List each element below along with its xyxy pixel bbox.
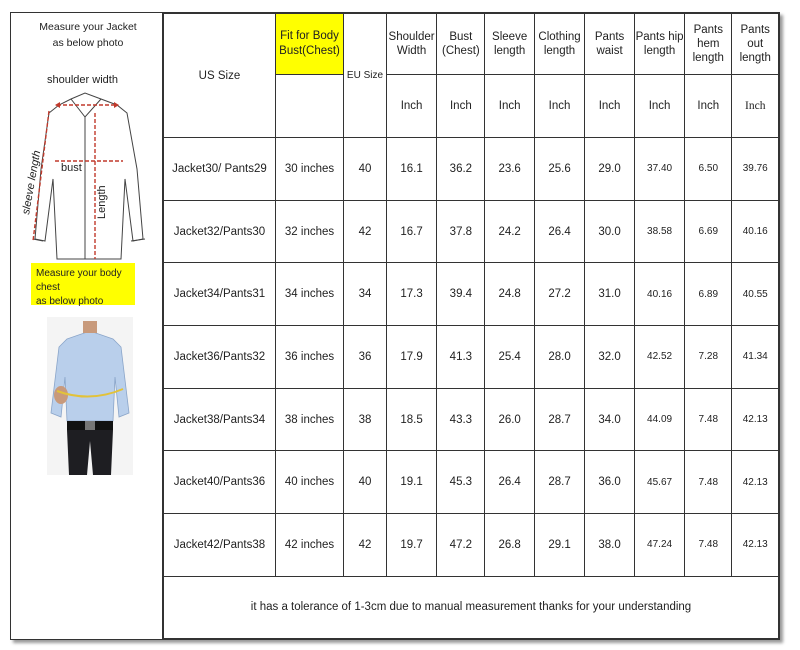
model-photo — [47, 317, 133, 475]
pants-hem-cell: 6.50 — [685, 138, 732, 201]
fit-line1: Fit for Body — [280, 30, 339, 42]
pants-out-header — [732, 14, 779, 75]
sleeve-header — [485, 14, 535, 75]
footer-row — [164, 576, 779, 638]
eu-size-cell: 34 — [344, 263, 387, 326]
shoulder-cell: 17.9 — [386, 326, 437, 389]
unit-cell: Inch — [635, 75, 685, 138]
clothing-header — [534, 14, 584, 75]
eu-size-cell: 42 — [344, 200, 387, 263]
us-size-cell: Jacket40/Pants36 — [164, 451, 276, 514]
pants-hip-cell: 44.09 — [635, 388, 685, 451]
pants-waist-cell: 31.0 — [585, 263, 635, 326]
sleeve-cell: 24.8 — [485, 263, 535, 326]
clothing-cell: 26.4 — [534, 200, 584, 263]
hip-header-l1: Pants hip — [635, 31, 684, 43]
shoulder-header-l2: Width — [396, 45, 427, 57]
pants-hip-cell: 47.24 — [635, 514, 685, 577]
fit-unit-blank — [275, 75, 343, 138]
bust-header-l2: (Chest) — [442, 45, 480, 57]
pants-out-cell: 41.34 — [732, 326, 779, 389]
clothing-header-l2: length — [543, 45, 576, 57]
jacket-title-line2: as below photo — [52, 37, 124, 49]
shoulder-header-l1: Shoulder — [388, 31, 435, 43]
measurement-guide-panel — [11, 13, 163, 639]
pants-hem-cell: 7.48 — [685, 514, 732, 577]
size-table — [163, 13, 779, 639]
clothing-header-l1: Clothing — [538, 31, 581, 43]
pants-out-cell: 42.13 — [732, 514, 779, 577]
fit-bust-cell: 32 inches — [275, 200, 343, 263]
bust-cell: 43.3 — [437, 388, 485, 451]
sleeve-cell: 26.8 — [485, 514, 535, 577]
table-row — [164, 138, 779, 201]
shoulder-cell: 16.1 — [386, 138, 437, 201]
sleeve-cell: 25.4 — [485, 326, 535, 389]
out-header-l1: Pants out — [740, 24, 770, 50]
table-row — [164, 263, 779, 326]
unit-cell: Inch — [585, 75, 635, 138]
clothing-cell: 27.2 — [534, 263, 584, 326]
eu-size-cell: 42 — [344, 514, 387, 577]
size-chart — [10, 12, 780, 640]
shoulder-cell: 17.3 — [386, 263, 437, 326]
eu-size-cell: 40 — [344, 451, 387, 514]
pants-out-cell: 42.13 — [732, 388, 779, 451]
size-rows — [164, 138, 779, 577]
us-size-cell: Jacket32/Pants30 — [164, 200, 276, 263]
sleeve-cell: 26.4 — [485, 451, 535, 514]
fit-bust-cell: 42 inches — [275, 514, 343, 577]
pants-out-cell: 42.13 — [732, 451, 779, 514]
fit-bust-cell: 34 inches — [275, 263, 343, 326]
sleeve-length-label: sleeve length — [20, 149, 44, 216]
sleeve-header-l2: length — [493, 45, 526, 57]
eu-size-cell: 38 — [344, 388, 387, 451]
table-row — [164, 388, 779, 451]
clothing-cell: 28.7 — [534, 451, 584, 514]
us-size-cell: Jacket36/Pants32 — [164, 326, 276, 389]
bust-cell: 37.8 — [437, 200, 485, 263]
unit-cell: Inch — [485, 75, 535, 138]
clothing-cell: 28.0 — [534, 326, 584, 389]
us-size-cell: Jacket30/ Pants29 — [164, 138, 276, 201]
table-row — [164, 200, 779, 263]
hem-header-l1: Pants hem — [693, 24, 723, 50]
unit-cell: Inch — [437, 75, 485, 138]
pants-out-cell: 40.55 — [732, 263, 779, 326]
bust-label: bust — [61, 162, 82, 174]
shirt-outline-icon — [33, 93, 145, 259]
pants-hem-cell: 7.48 — [685, 388, 732, 451]
pants-hem-cell: 7.28 — [685, 326, 732, 389]
shoulder-cell: 18.5 — [386, 388, 437, 451]
shoulder-cell: 19.1 — [386, 451, 437, 514]
pants-hem-cell: 6.89 — [685, 263, 732, 326]
shoulder-cell: 16.7 — [386, 200, 437, 263]
chest-note-line2: as below photo — [36, 296, 104, 307]
pants-out-cell: 40.16 — [732, 200, 779, 263]
pants-waist-cell: 34.0 — [585, 388, 635, 451]
eu-size-cell: 36 — [344, 326, 387, 389]
fit-line2: Bust(Chest) — [279, 45, 340, 57]
unit-cell: Inch — [732, 75, 779, 138]
pants-hem-cell: 6.69 — [685, 200, 732, 263]
unit-cell: Inch — [534, 75, 584, 138]
table-row — [164, 326, 779, 389]
bust-header — [437, 14, 485, 75]
us-size-header: US Size — [164, 14, 276, 138]
pants-waist-cell: 36.0 — [585, 451, 635, 514]
fit-bust-cell: 30 inches — [275, 138, 343, 201]
pants-out-cell: 39.76 — [732, 138, 779, 201]
pants-waist-cell: 29.0 — [585, 138, 635, 201]
shoulder-header — [386, 14, 437, 75]
eu-size-cell: 40 — [344, 138, 387, 201]
eu-size-header: EU Size — [344, 14, 387, 138]
bust-header-l1: Bust — [449, 31, 473, 43]
jacket-title-line1: Measure your Jacket — [39, 21, 137, 33]
us-size-cell: Jacket42/Pants38 — [164, 514, 276, 577]
us-size-cell: Jacket38/Pants34 — [164, 388, 276, 451]
bust-cell: 41.3 — [437, 326, 485, 389]
shoulder-cell: 19.7 — [386, 514, 437, 577]
pants-hem-cell: 7.48 — [685, 451, 732, 514]
shirt-diagram — [13, 69, 159, 265]
jacket-measure-title — [23, 19, 153, 51]
pants-hip-cell: 40.16 — [635, 263, 685, 326]
header-row — [164, 14, 779, 75]
length-label: Length — [96, 185, 108, 219]
bust-cell: 36.2 — [437, 138, 485, 201]
hip-header-l2: length — [643, 45, 676, 57]
pants-waist-cell: 32.0 — [585, 326, 635, 389]
pants-hip-cell: 42.52 — [635, 326, 685, 389]
unit-cell: Inch — [386, 75, 437, 138]
unit-cell: Inch — [685, 75, 732, 138]
clothing-cell: 28.7 — [534, 388, 584, 451]
bust-cell: 45.3 — [437, 451, 485, 514]
table-row — [164, 514, 779, 577]
pants-hip-cell: 38.58 — [635, 200, 685, 263]
sleeve-cell: 24.2 — [485, 200, 535, 263]
pants-hip-cell: 37.40 — [635, 138, 685, 201]
chest-measure-note — [31, 263, 135, 305]
pants-hip-header — [635, 14, 685, 75]
fit-bust-cell: 36 inches — [275, 326, 343, 389]
pants-waist-header: Pants waist — [585, 14, 635, 75]
table-row — [164, 451, 779, 514]
fit-bust-cell: 40 inches — [275, 451, 343, 514]
us-size-cell: Jacket34/Pants31 — [164, 263, 276, 326]
out-header-l2: length — [739, 52, 771, 64]
chest-note-line1: Measure your body chest — [36, 268, 122, 293]
hem-header-l2: length — [692, 52, 724, 64]
bust-cell: 39.4 — [437, 263, 485, 326]
bust-cell: 47.2 — [437, 514, 485, 577]
pants-hip-cell: 45.67 — [635, 451, 685, 514]
shoulder-width-label: shoulder width — [47, 74, 118, 86]
tolerance-note: it has a tolerance of 1-3cm due to manual measurement thanks for your understanding — [164, 576, 779, 638]
sleeve-cell: 26.0 — [485, 388, 535, 451]
pants-waist-cell: 30.0 — [585, 200, 635, 263]
sleeve-cell: 23.6 — [485, 138, 535, 201]
sleeve-header-l1: Sleeve — [492, 31, 528, 43]
fit-bust-cell: 38 inches — [275, 388, 343, 451]
pants-hem-header — [685, 14, 732, 75]
clothing-cell: 29.1 — [534, 514, 584, 577]
fit-bust-header — [275, 14, 343, 75]
clothing-cell: 25.6 — [534, 138, 584, 201]
pants-waist-cell: 38.0 — [585, 514, 635, 577]
